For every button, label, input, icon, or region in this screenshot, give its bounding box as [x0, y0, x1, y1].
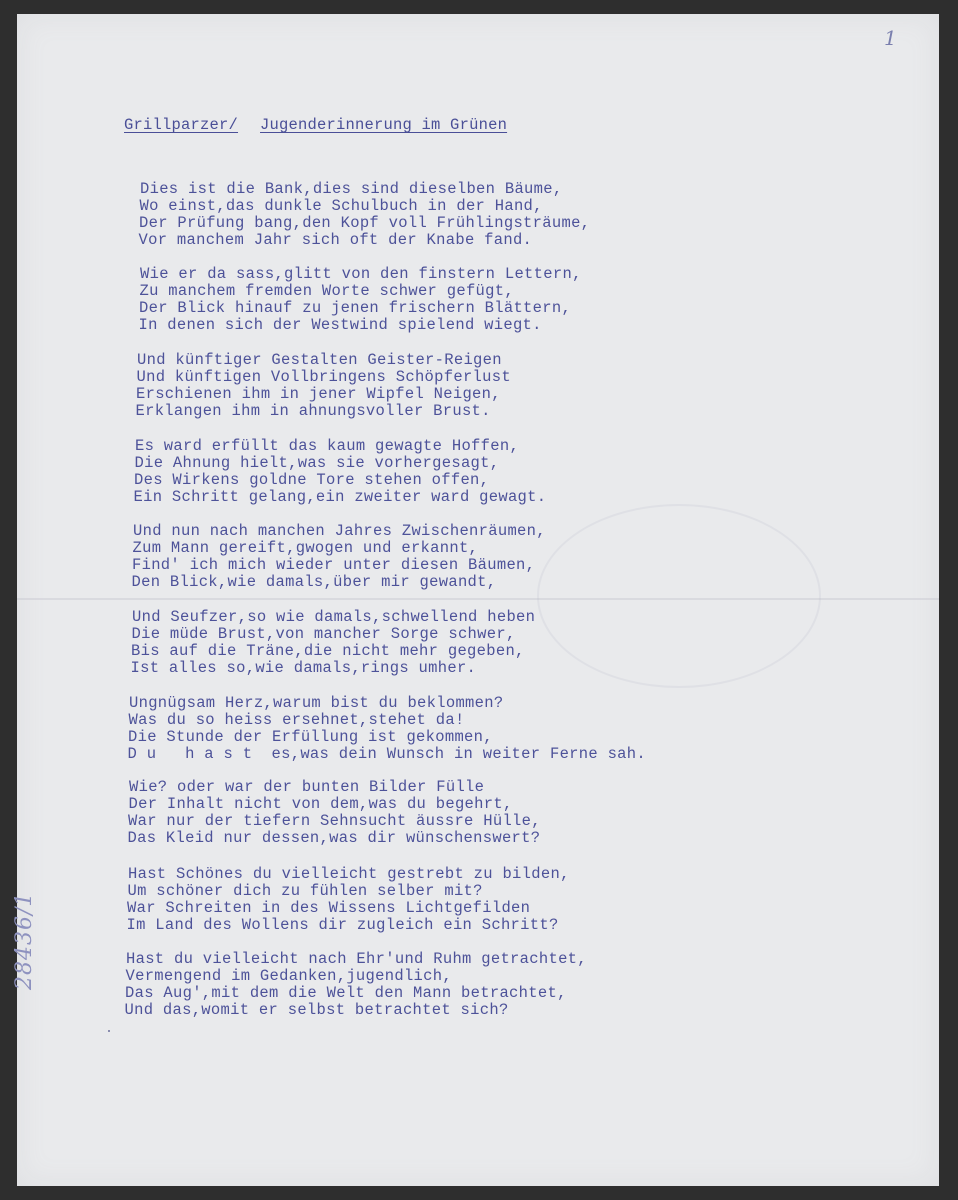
poem-line: Ungnügsam Herz,warum bist du beklommen?: [129, 694, 504, 712]
poem-line: Im Land des Wollens dir zugleich ein Schritt?: [126, 916, 559, 934]
poem-line: Und künftigen Vollbringens Schöpferlust: [136, 368, 511, 386]
poem-line: Ist alles so,wie damals,rings umher.: [130, 659, 477, 677]
poem-author: Grillparzer/: [124, 116, 239, 134]
poem-line: Die Ahnung hielt,was sie vorhergesagt,: [134, 454, 500, 472]
poem-line: Zum Mann gereift,gwogen und erkannt,: [132, 539, 479, 557]
poem-line: Des Wirkens goldne Tore stehen offen,: [134, 471, 490, 489]
poem-line: Vermengend im Gedanken,jugendlich,: [125, 967, 452, 985]
poem-line: Hast du vielleicht nach Ehr'und Ruhm getrachtet,: [126, 950, 587, 968]
poem-line: Der Blick hinauf zu jenen frischern Blättern,: [139, 299, 572, 317]
poem-line: Und nun nach manchen Jahres Zwischenräumen,: [133, 522, 546, 540]
poem-line: Den Blick,wie damals,über mir gewandt,: [131, 573, 497, 591]
poem-line: Das Kleid nur dessen,was dir wünschenswert?: [127, 829, 541, 847]
poem-line: Und künftiger Gestalten Geister-Reigen: [137, 351, 502, 369]
archive-mark: 28436/1: [12, 891, 37, 990]
poem-line: Wie er da sass,glitt von den finstern Lettern,: [140, 265, 582, 283]
poem-line: Es ward erfüllt das kaum gewagte Hoffen,: [135, 437, 520, 455]
page-number: 1: [884, 26, 897, 50]
poem-line: Find' ich mich wieder unter diesen Bäumen,: [132, 556, 536, 574]
poem-line: Wo einst,das dunkle Schulbuch in der Hand,: [139, 197, 543, 215]
poem-line: War nur der tiefern Sehnsucht äussre Hülle,: [128, 812, 541, 830]
poem-line: Und das,womit er selbst betrachtet sich?: [124, 1001, 509, 1019]
poem-line: Das Aug',mit dem die Welt den Mann betrachtet,: [125, 984, 567, 1002]
poem-line: Und Seufzer,so wie damals,schwellend heben: [132, 608, 536, 626]
ink-dot: [108, 1030, 110, 1032]
poem-line: Dies ist die Bank,dies sind dieselben Bäume,: [140, 180, 563, 198]
poem-line: In denen sich der Westwind spielend wiegt.: [138, 316, 542, 334]
poem-line: Erklangen ihm in ahnungsvoller Brust.: [135, 402, 491, 420]
poem-line: Die Stunde der Erfüllung ist gekommen,: [128, 728, 493, 746]
poem-line: Wie? oder war der bunten Bilder Fülle: [129, 778, 485, 796]
poem-line: Vor manchem Jahr sich oft der Knabe fand.: [138, 231, 533, 249]
poem-line: Hast Schönes du vielleicht gestrebt zu bilden,: [128, 865, 570, 883]
poem-line: Zu manchem fremden Worte schwer gefügt,: [139, 282, 514, 300]
poem-heading: [124, 116, 507, 134]
poem-line: War Schreiten in des Wissens Lichtgefilden: [127, 899, 531, 917]
poem-line: Erschienen ihm in jener Wipfel Neigen,: [136, 385, 501, 403]
poem-line: Der Prüfung bang,den Kopf voll Frühlingsträume,: [139, 214, 591, 232]
poem-line: Bis auf die Träne,die nicht mehr gegeben,: [131, 642, 525, 660]
poem-title: Jugenderinnerung im Grünen: [260, 116, 508, 134]
poem-line: Die müde Brust,von mancher Sorge schwer,: [131, 625, 516, 643]
poem-line: Um schöner dich zu fühlen selber mit?: [127, 882, 483, 900]
poem-line: Der Inhalt nicht von dem,was du begehrt,: [128, 795, 513, 813]
poem-line: D u h a s t es,was dein Wunsch in weiter Ferne sah.: [127, 745, 646, 763]
poem-line: Was du so heiss ersehnet,stehet da!: [128, 711, 465, 729]
watermark-stamp: [537, 504, 821, 688]
poem-line: Ein Schritt gelang,ein zweiter ward gewagt.: [133, 488, 547, 506]
